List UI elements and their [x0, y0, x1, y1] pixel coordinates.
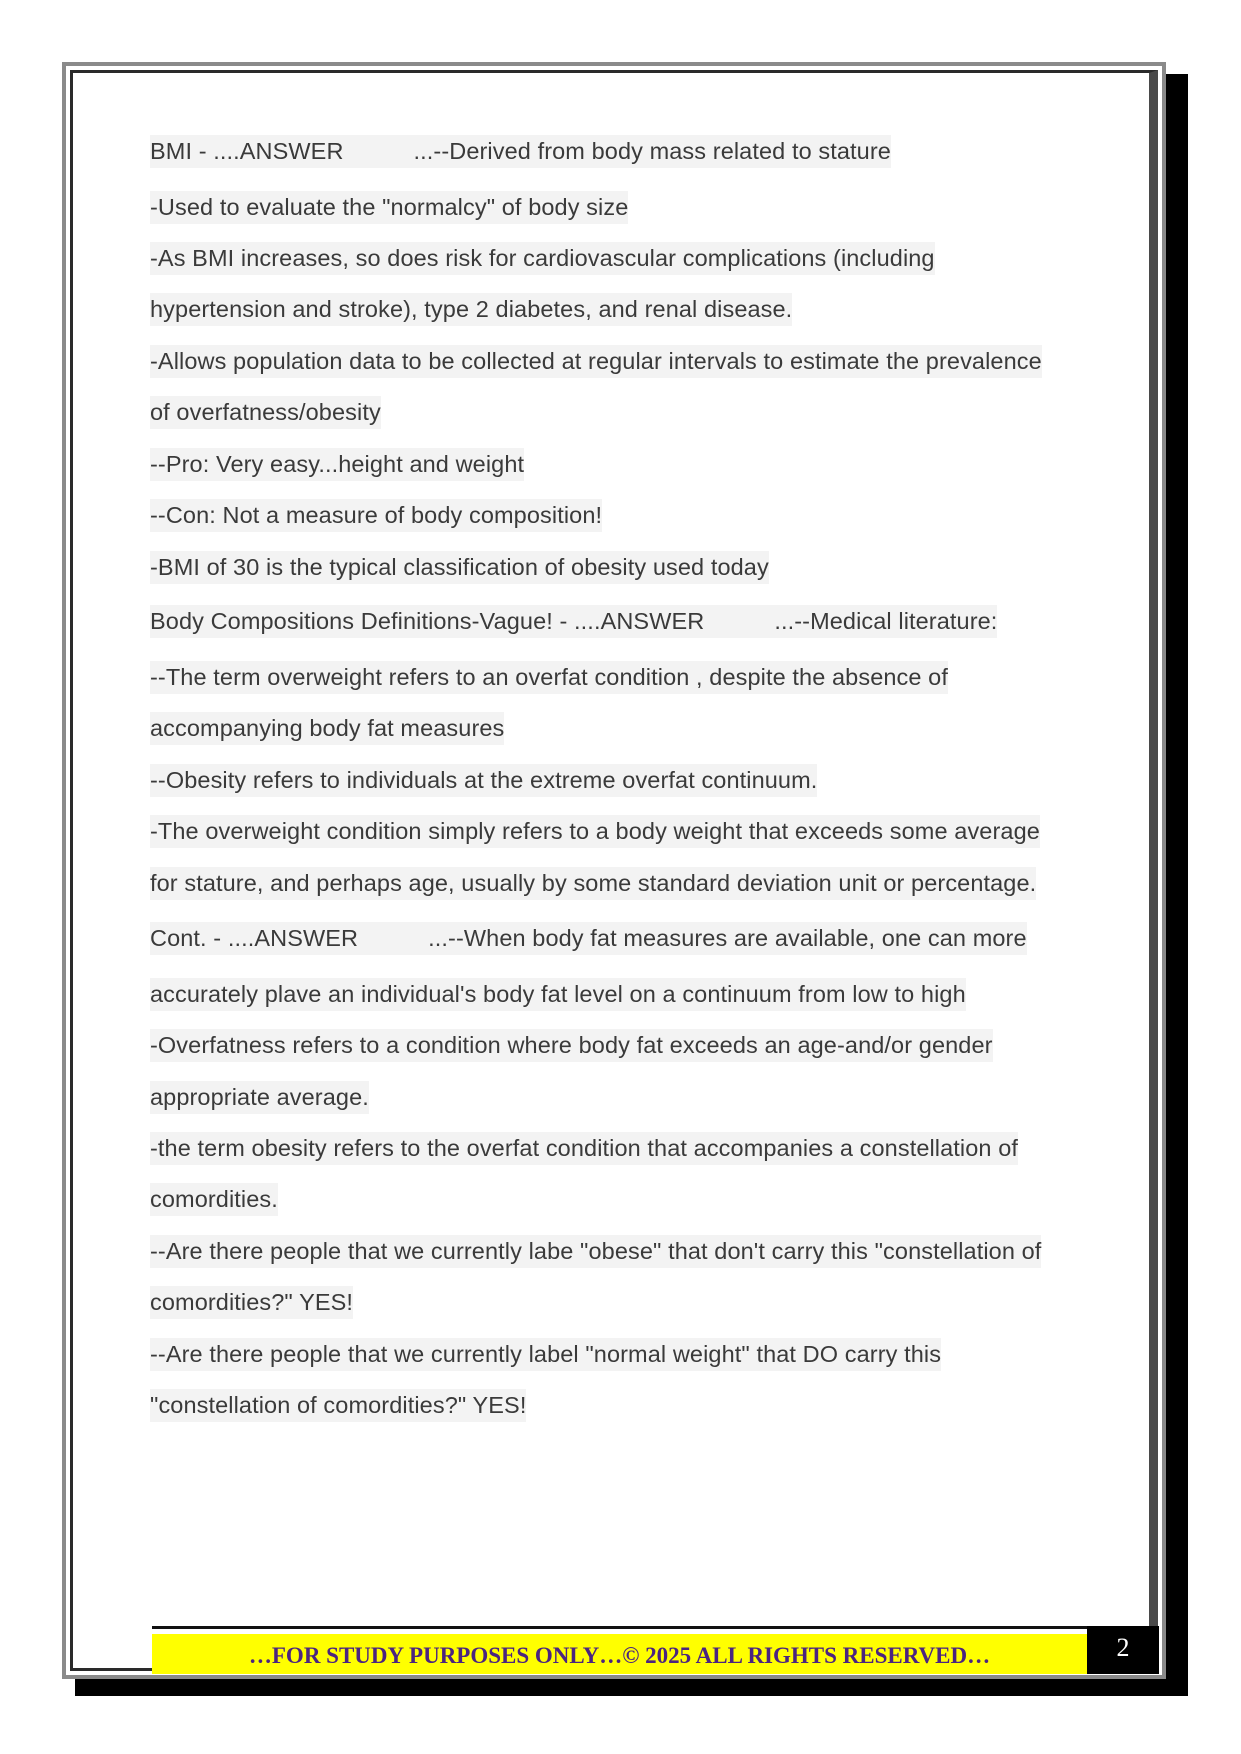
text-line: accurately plave an individual's body fat level on a continuum from low to high	[150, 978, 966, 1011]
text-line: hypertension and stroke), type 2 diabetes, and renal disease.	[150, 293, 792, 326]
text-line: --Are there people that we currently labe "obese" that don't carry this "constellation of	[150, 1235, 1041, 1268]
text-line: accompanying body fat measures	[150, 712, 504, 745]
text-line: appropriate average.	[150, 1081, 369, 1114]
text-line: -As BMI increases, so does risk for cardiovascular complications (including	[150, 242, 935, 275]
qa-answer: ...--Derived from body mass related to stature	[413, 138, 891, 164]
text-line: comordities?" YES!	[150, 1286, 353, 1319]
text-line: -The overweight condition simply refers to a body weight that exceeds some average	[150, 815, 1040, 848]
qa-question: BMI - ....ANSWER	[150, 138, 344, 164]
footer-divider	[152, 1626, 1087, 1629]
text-line: -Allows population data to be collected at regular intervals to estimate the prevalence	[150, 345, 1042, 378]
text-line: --The term overweight refers to an overfat condition , despite the absence of	[150, 661, 948, 694]
qa-line-cont	[150, 922, 1027, 955]
qa-answer: ...--Medical literature:	[774, 608, 998, 634]
qa-line-body-compositions	[150, 605, 997, 638]
text-line: --Are there people that we currently label "normal weight" that DO carry this	[150, 1338, 941, 1371]
text-line: --Obesity refers to individuals at the extreme overfat continuum.	[150, 764, 817, 797]
page-number: 2	[1087, 1626, 1159, 1674]
qa-line-bmi	[150, 135, 891, 168]
text-line: "constellation of comordities?" YES!	[150, 1389, 526, 1422]
footer-notice: …FOR STUDY PURPOSES ONLY…© 2025 ALL RIGHTS RESERVED…	[152, 1634, 1087, 1674]
text-line: -the term obesity refers to the overfat condition that accompanies a constellation of	[150, 1132, 1018, 1165]
text-line: -Overfatness refers to a condition where body fat exceeds an age-and/or gender	[150, 1029, 993, 1062]
qa-question: Body Compositions Definitions-Vague! - ....ANSWER	[150, 608, 705, 634]
text-line: -BMI of 30 is the typical classification of obesity used today	[150, 551, 769, 584]
text-line: comordities.	[150, 1183, 278, 1216]
qa-answer: ...--When body fat measures are available, one can more	[428, 925, 1027, 951]
qa-question: Cont. - ....ANSWER	[150, 925, 359, 951]
text-line: --Con: Not a measure of body composition!	[150, 499, 602, 532]
text-line: -Used to evaluate the "normalcy" of body size	[150, 191, 628, 224]
text-line: of overfatness/obesity	[150, 396, 381, 429]
text-line: --Pro: Very easy...height and weight	[150, 448, 524, 481]
text-line: for stature, and perhaps age, usually by some standard deviation unit or percentage.	[150, 867, 1036, 900]
